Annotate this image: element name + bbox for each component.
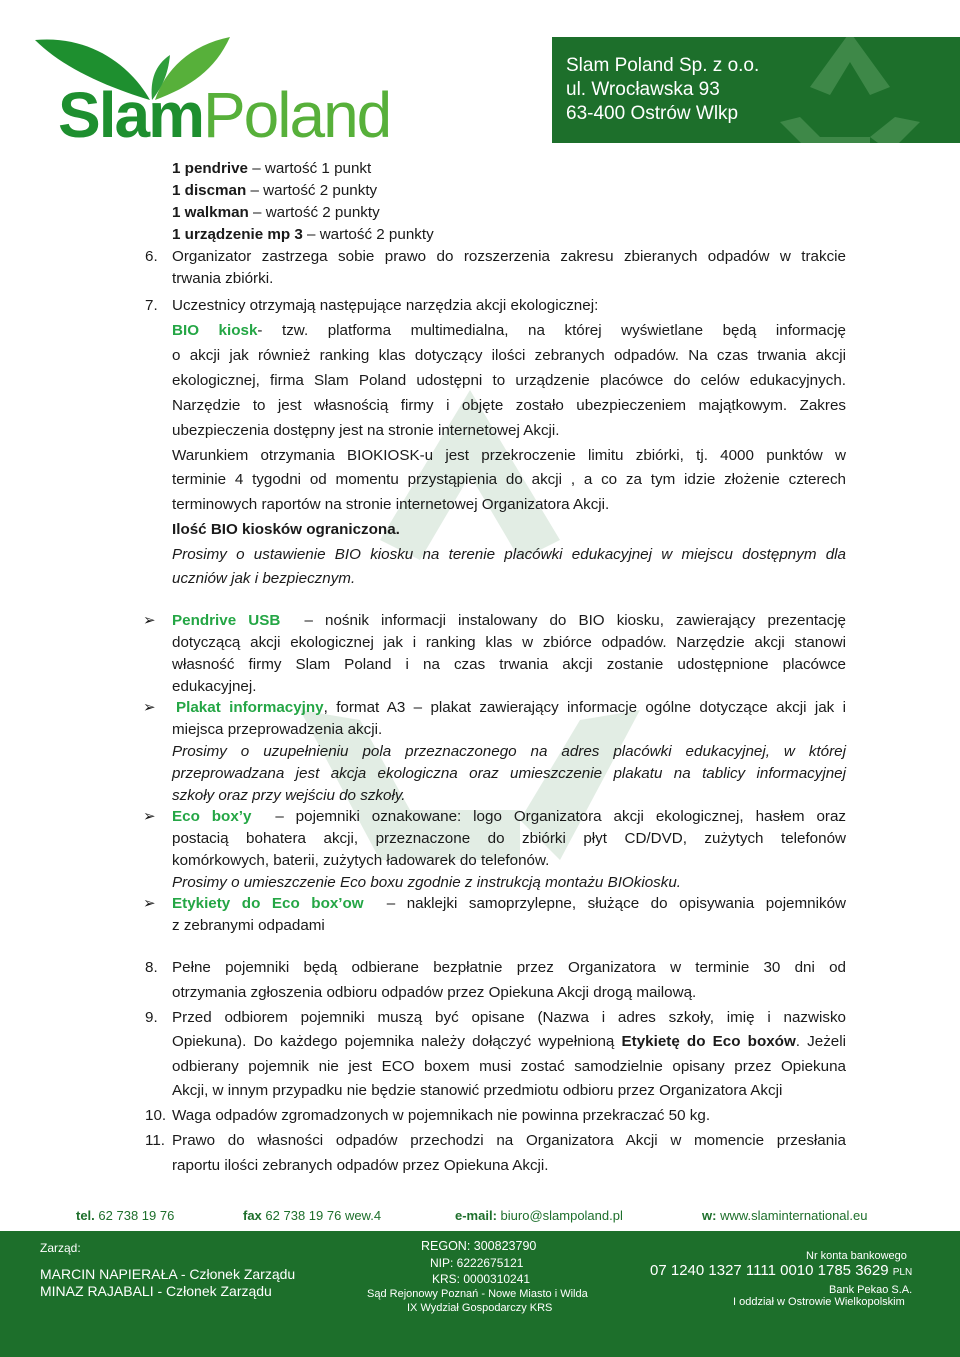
bullet-line: komórkowych, baterii, zużytych ładowarek do telefonów. (172, 852, 550, 869)
paragraph-line: Warunkiem otrzymania BIOKIOSK-u jest przekroczenie limitu zbiórki, tj. 4000 punktów w (172, 447, 846, 464)
paragraph-line: Ilość BIO kiosków ograniczona. (172, 521, 400, 538)
bullet-line: Eco box’y – pojemniki oznakowane: logo Organizatora akcji ekologicznej, hasłem oraz (172, 808, 846, 825)
bank-account: 07 1240 1327 1111 0010 1785 3629 PLN (650, 1262, 913, 1279)
list-item: 1 discman – wartość 2 punkty (172, 182, 378, 199)
paragraph-line: terminowych raportów na stronie internetowej Organizatora Akcji. (172, 496, 610, 513)
krs: KRS: 0000310241 (432, 1272, 531, 1286)
company-footer (0, 1231, 960, 1357)
paragraph-line: Uczestnicy otrzymają następujące narzędzia akcji ekologicznej: (172, 297, 599, 314)
recycle-header-icon (770, 37, 930, 143)
paragraph-line: Narzędzie to jest własnością firmy i objęte zostało ubezpieczeniem majątkowym. Zakres (172, 397, 846, 414)
paragraph-line: Prawo do własności odpadów przechodzi na Organizatora Akcji w momencie przesłania (172, 1132, 846, 1149)
logo-wordmark: SlamPoland (58, 79, 391, 151)
company-address-box (552, 37, 960, 143)
bank-branch: I oddział w Ostrowie Wielkopolskim (733, 1296, 905, 1308)
contact-email[interactable]: e-mail: biuro@slampoland.pl (455, 1208, 623, 1223)
paragraph-line: o akcji jak również ranking klas dotyczący ilości zebranych odpadów. Na czas trwania akcji (172, 347, 846, 364)
paragraph-line: Opiekuna). Do każdego pojemnika należy dołączyć wypełnioną Etykietę do Eco boxów. Jeżeli (172, 1033, 846, 1050)
bullet-line: Prosimy o umieszczenie Eco boxu zgodnie z instrukcją montażu BIOkiosku. (172, 874, 682, 891)
regon: REGON: 300823790 (421, 1239, 537, 1253)
paragraph-line: odbierany pojemnik nie jest ECO boxem musi zostać samodzielnie opisany przez Opiekuna (172, 1058, 846, 1075)
bio-kiosk-label: BIO kiosk (172, 322, 258, 339)
bullet-line: szkoły oraz przy wejściu do szkoły. (172, 787, 406, 804)
bullet-line: edukacyjnej. (172, 678, 257, 695)
paragraph-line: Prosimy o ustawienie BIO kiosku na terenie placówki edukacyjnej w miejscu dostępnym dla (172, 546, 846, 563)
court-division: IX Wydział Gospodarczy KRS (407, 1302, 553, 1314)
bullet-line: postacią bohatera akcji, przeznaczone do zbiórki płyt CD/DVD, zużytych telefonów (172, 830, 846, 847)
company-name: Slam Poland Sp. z o.o. (566, 55, 760, 76)
paragraph-number: 8. (145, 959, 158, 976)
board-member: MARCIN NAPIERAŁA - Członek Zarządu (40, 1266, 296, 1282)
bullet-line: Plakat informacyjny, format A3 – plakat zawierający informacje ogólne dotyczące akcji jak i (176, 699, 846, 716)
arrow-bullet-icon: ➢ (143, 612, 156, 629)
company-street: ul. Wrocławska 93 (566, 79, 720, 100)
court: Sąd Rejonowy Poznań - Nowe Miasto i Wilda (367, 1288, 588, 1300)
bullet-line: przeprowadzana jest akcja ekologiczna oraz umieszczenie plakatu na tablicy informacyjnej (172, 765, 846, 782)
bio-kiosk-line: BIO kiosk- tzw. platforma multimedialna, na której wyświetlane będą informację (172, 322, 846, 339)
bullet-line: własność firmy Slam Poland i na czas trwania akcji zostanie udostępnione placówce (172, 656, 846, 673)
paragraph-line: ubezpieczenia dostępny jest na stronie internetowej Akcji. (172, 422, 560, 439)
paragraph-line: ekologicznej, firma Slam Poland udostępni to urządzenie placówce do celów edukacyjnych. (172, 372, 846, 389)
bank-title: Nr konta bankowego (806, 1250, 907, 1262)
bullet-line: Prosimy o uzupełnieniu pola przeznaczonego na adres placówki edukacyjnej, w której (172, 743, 846, 760)
board-title: Zarząd: (40, 1241, 81, 1255)
arrow-bullet-icon: ➢ (143, 699, 156, 716)
paragraph-line: raportu ilości zebranych odpadów przez Opiekuna Akcji. (172, 1157, 549, 1174)
board-member: MINAZ RAJABALI - Członek Zarządu (40, 1283, 272, 1299)
arrow-bullet-icon: ➢ (143, 808, 156, 825)
paragraph-line: Pełne pojemniki będą odbierane bezpłatnie przez Organizatora w terminie 30 dni od (172, 959, 846, 976)
bullet-line: z zebranymi odpadami (172, 917, 325, 934)
paragraph-line: uczniów jak i bezpiecznym. (172, 570, 356, 587)
paragraph-line: Akcji, w innym przypadku nie będzie stanowić przedmiotu odbioru przez Organizatora Akcji (172, 1082, 783, 1099)
paragraph-line: Organizator zastrzega sobie prawo do rozszerzenia zakresu zbieranych odpadów w trakcie (172, 248, 846, 265)
paragraph-line: trwania zbiórki. (172, 270, 274, 287)
paragraph-line: otrzymania zgłoszenia odbioru odpadów przez Opiekuna Akcji drogą mailową. (172, 984, 697, 1001)
paragraph-number: 7. (145, 297, 158, 314)
paragraph-number: 9. (145, 1009, 158, 1026)
paragraph-number: 10. (145, 1107, 167, 1124)
nip: NIP: 6222675121 (430, 1256, 524, 1270)
list-item: 1 walkman – wartość 2 punkty (172, 204, 380, 221)
bullet-line: miejsca przeprowadzenia akcji. (172, 721, 383, 738)
paragraph-number: 6. (145, 248, 158, 265)
paragraph-line: Waga odpadów zgromadzonych w pojemnikach nie powinna przekraczać 50 kg. (172, 1107, 711, 1124)
contact-website[interactable]: w: www.slaminternational.eu (702, 1208, 868, 1223)
paragraph-line: terminie 4 tygodni od momentu przystąpienia do akcji , a co za tym idzie złożenie czterech (172, 471, 846, 488)
bank-name: Bank Pekao S.A. (829, 1284, 913, 1296)
contact-phone: tel. 62 738 19 76 (76, 1208, 175, 1223)
bullet-line: dotyczącą akcji ekologicznej jak i ranking klas w zbiórce odpadów. Narzędzie akcji stanowi (172, 634, 846, 651)
arrow-bullet-icon: ➢ (143, 895, 156, 912)
paragraph-line: Przed odbiorem pojemniki muszą być opisane (Nazwa i adres szkoły, imię i nazwisko (172, 1009, 846, 1026)
company-logo (30, 25, 430, 155)
bullet-line: Pendrive USB – nośnik informacji instalowany do BIO kiosku, zawierający prezentację (172, 612, 846, 629)
list-item: 1 pendrive – wartość 1 punkt (172, 160, 372, 177)
company-city: 63-400 Ostrów Wlkp (566, 103, 739, 124)
list-item: 1 urządzenie mp 3 – wartość 2 punkty (172, 226, 434, 243)
bullet-line: Etykiety do Eco box’ow – naklejki samoprzylepne, służące do opisywania pojemników (172, 895, 846, 912)
contact-fax: fax 62 738 19 76 wew.4 (243, 1208, 382, 1223)
paragraph-number: 11. (145, 1132, 165, 1149)
